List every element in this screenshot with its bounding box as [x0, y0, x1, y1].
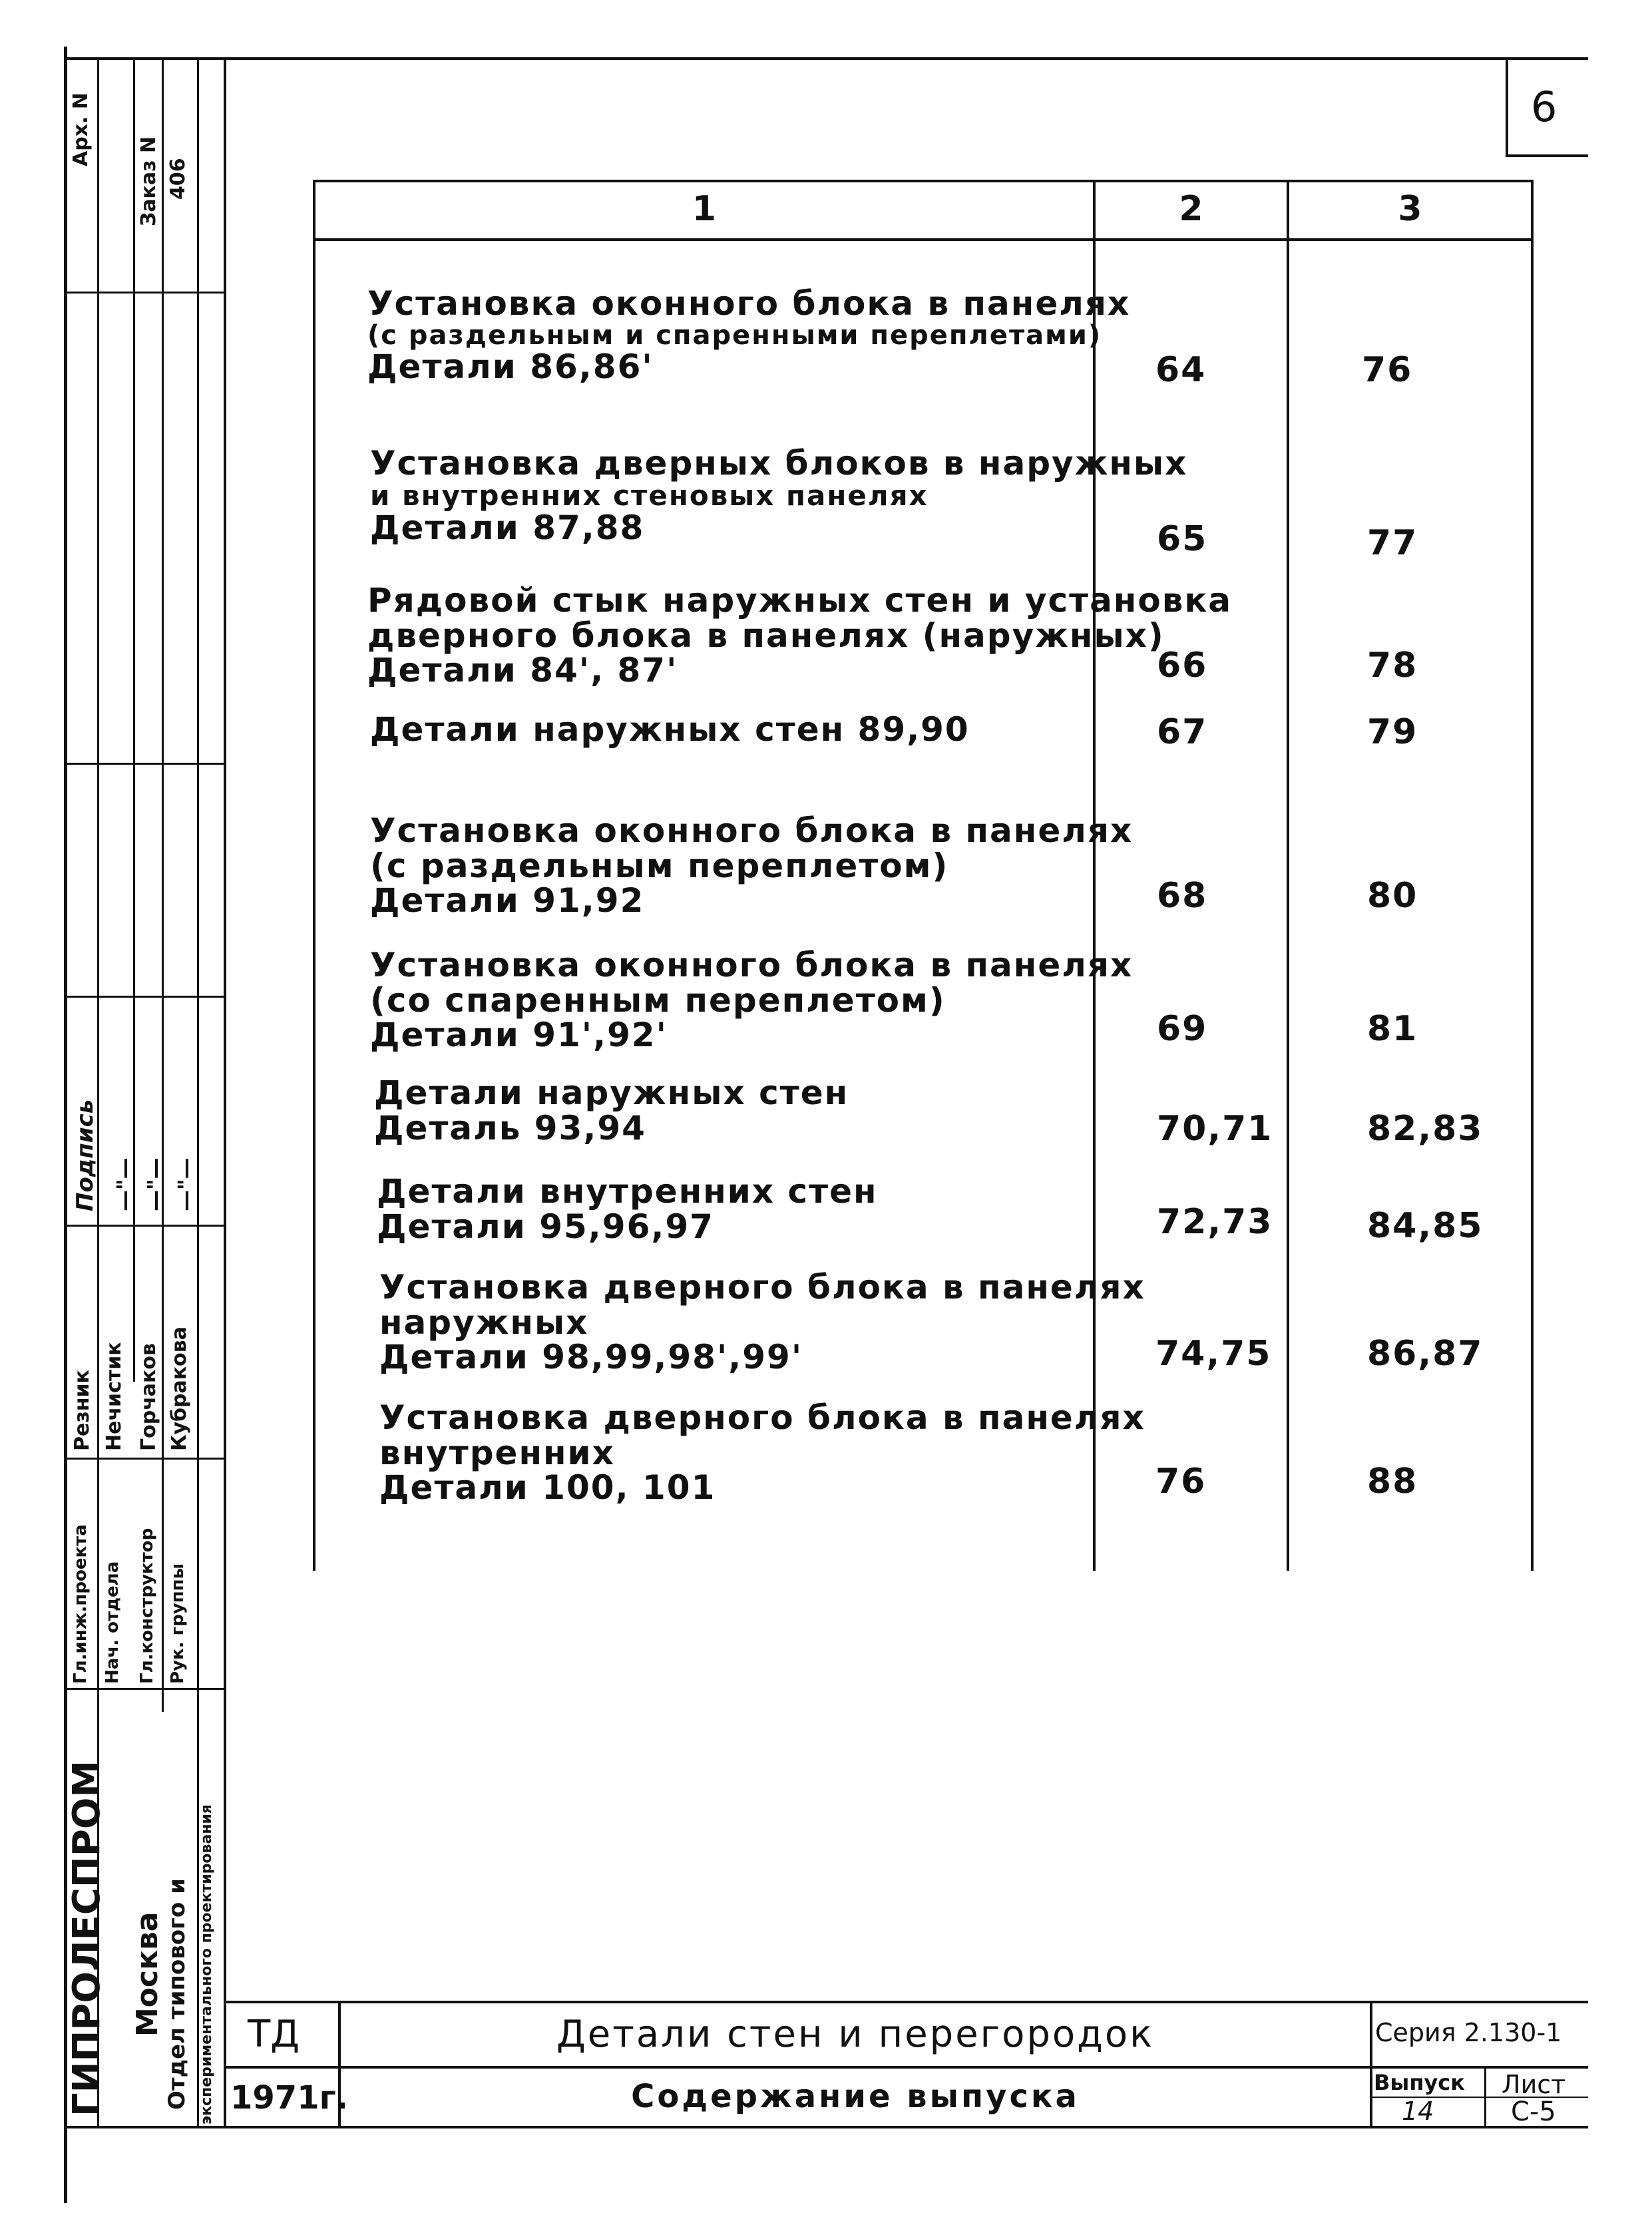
table-left-line — [313, 180, 315, 1571]
entry-details: Детали 84', 87' — [367, 651, 678, 690]
col3-value: 76 — [1362, 350, 1413, 390]
document-year: 1971г. — [230, 2079, 348, 2117]
margin-divider — [64, 1458, 226, 1460]
org-dept: Отдел типового и — [164, 1878, 190, 2110]
entry-title: Детали наружных стен 89,90 — [370, 710, 970, 749]
col3-value: 82,83 — [1367, 1109, 1484, 1149]
entry-details: Детали 100, 101 — [379, 1468, 716, 1507]
entry-title: Детали наружных стен — [374, 1074, 849, 1112]
col2-value: 69 — [1157, 1009, 1208, 1049]
entry-title: Установка оконного блока в панелях — [367, 284, 1131, 323]
person-name: Кубракова — [168, 1326, 191, 1451]
title-block-bottom — [224, 2126, 1588, 2128]
entry-title: Детали внутренних стен — [377, 1172, 878, 1211]
order-number: 406 — [166, 158, 190, 200]
title-block-top — [224, 2001, 1588, 2003]
title-block-middle — [224, 2066, 1588, 2069]
col3-value: 79 — [1367, 712, 1418, 752]
frame-top-line — [64, 57, 1588, 60]
margin-divider — [64, 292, 226, 294]
order-label: Заказ N — [137, 136, 160, 226]
role-label: Рук. группы — [168, 1563, 188, 1684]
col2-value: 74,75 — [1155, 1334, 1272, 1374]
entry-subtitle: (с раздельным и спаренными переплетами) — [367, 319, 1102, 351]
document-code: ТД — [248, 2013, 300, 2056]
entry-details: Детали 95,96,97 — [377, 1207, 714, 1246]
entry-title: Установка дверного блока в панелях — [379, 1268, 1145, 1307]
org-city: Москва — [130, 1912, 164, 2037]
frame-margin-col-3 — [162, 57, 164, 1712]
signature-mark: —"— — [142, 1157, 168, 1211]
col2-value: 66 — [1157, 646, 1208, 686]
entry-title: Установка дверных блоков в наружных — [370, 444, 1188, 483]
sheet-code: С-5 — [1511, 2097, 1556, 2127]
entry-details: Детали 86,86' — [367, 347, 654, 386]
document-subtitle: Содержание выпуска — [631, 2078, 1080, 2115]
entry-details: Детали 98,99,98',99' — [379, 1338, 803, 1376]
entry-subtitle: (со спаренным переплетом) — [370, 980, 946, 1020]
col3-value: 80 — [1367, 876, 1418, 916]
title-block-divider-2 — [1370, 2001, 1372, 2128]
margin-divider — [64, 1225, 226, 1227]
signature-mark: —"— — [112, 1157, 137, 1211]
table-row — [367, 286, 1130, 384]
series-label: Серия 2.130-1 — [1375, 2018, 1562, 2047]
arch-label: Арх. N — [69, 93, 93, 166]
person-name: Горчаков — [137, 1343, 160, 1451]
col2-value: 64 — [1155, 350, 1207, 390]
sheet-number-box-left — [1506, 57, 1508, 157]
col2-value: 67 — [1157, 712, 1208, 752]
entry-title: Установка оконного блока в панелях — [370, 946, 1134, 984]
table-row — [379, 1270, 1145, 1375]
table-top-line — [313, 180, 1534, 182]
table-header-col-3: 3 — [1398, 189, 1422, 229]
entry-subtitle: наружных — [379, 1303, 589, 1342]
frame-inner-left-line — [224, 57, 226, 2127]
document-title: Детали стен и перегородок — [556, 2013, 1154, 2056]
col2-value: 65 — [1157, 519, 1208, 559]
entry-details: Деталь 93,94 — [374, 1108, 646, 1147]
signature-mark: —"— — [173, 1157, 198, 1211]
table-header-line — [313, 238, 1534, 241]
issue-number: 14 — [1402, 2097, 1434, 2126]
col2-value: 70,71 — [1157, 1109, 1273, 1149]
org-dept-2: экспериментального проектирования — [198, 1804, 215, 2124]
person-name: Резник — [71, 1370, 94, 1451]
sheet-label: Лист — [1502, 2070, 1566, 2099]
table-row — [374, 1076, 849, 1145]
sheet-number-box-bottom — [1506, 154, 1588, 157]
entry-subtitle: дверного блока в панелях (наружных) — [367, 616, 1165, 655]
issue-label: Выпуск — [1374, 2070, 1465, 2095]
col3-value: 78 — [1367, 646, 1418, 686]
table-row — [377, 1174, 878, 1244]
table-col-divider-2 — [1287, 180, 1289, 1571]
col3-value: 84,85 — [1367, 1206, 1484, 1246]
entry-subtitle: (с раздельным переплетом) — [370, 846, 949, 885]
table-header-col-2: 2 — [1179, 189, 1203, 229]
table-row — [370, 948, 1133, 1053]
sheet-number: 6 — [1531, 83, 1557, 131]
entry-subtitle: внутренних — [379, 1433, 615, 1472]
col3-value: 88 — [1367, 1462, 1418, 1502]
entry-details: Детали 87,88 — [370, 508, 645, 547]
role-label: Гл.инж.проекта — [71, 1524, 91, 1684]
col3-value: 77 — [1367, 523, 1418, 563]
title-block-divider-3 — [1484, 2067, 1486, 2128]
margin-divider — [64, 996, 226, 998]
table-row — [379, 1400, 1145, 1506]
margin-divider — [64, 1688, 226, 1690]
entry-subtitle: и внутренних стеновых панелях — [370, 479, 929, 512]
org-name: ГИПРОЛЕСПРОМ — [65, 1760, 108, 2117]
person-name: Нечистик — [103, 1342, 126, 1451]
table-right-line — [1531, 180, 1534, 1571]
table-row — [367, 583, 1232, 688]
role-label: Нач. отдела — [103, 1561, 122, 1684]
signature-header: Подпись — [72, 1099, 99, 1211]
entry-title: Установка дверного блока в панелях — [379, 1398, 1145, 1437]
col3-value: 86,87 — [1367, 1334, 1484, 1374]
entry-title: Установка оконного блока в панелях — [370, 811, 1134, 850]
table-row — [370, 446, 1187, 545]
entry-details: Детали 91,92 — [370, 881, 645, 920]
entry-title: Рядовой стык наружных стен и установка — [367, 581, 1233, 620]
table-header-col-1: 1 — [692, 189, 717, 229]
entry-details: Детали 91',92' — [370, 1016, 668, 1054]
col3-value: 81 — [1367, 1009, 1418, 1049]
table-row — [370, 712, 970, 747]
margin-divider — [64, 763, 226, 765]
col2-value: 72,73 — [1157, 1202, 1273, 1242]
role-label: Гл.конструктор — [137, 1527, 157, 1684]
col2-value: 76 — [1155, 1462, 1207, 1502]
table-row — [370, 813, 1133, 918]
col2-value: 68 — [1157, 876, 1208, 916]
